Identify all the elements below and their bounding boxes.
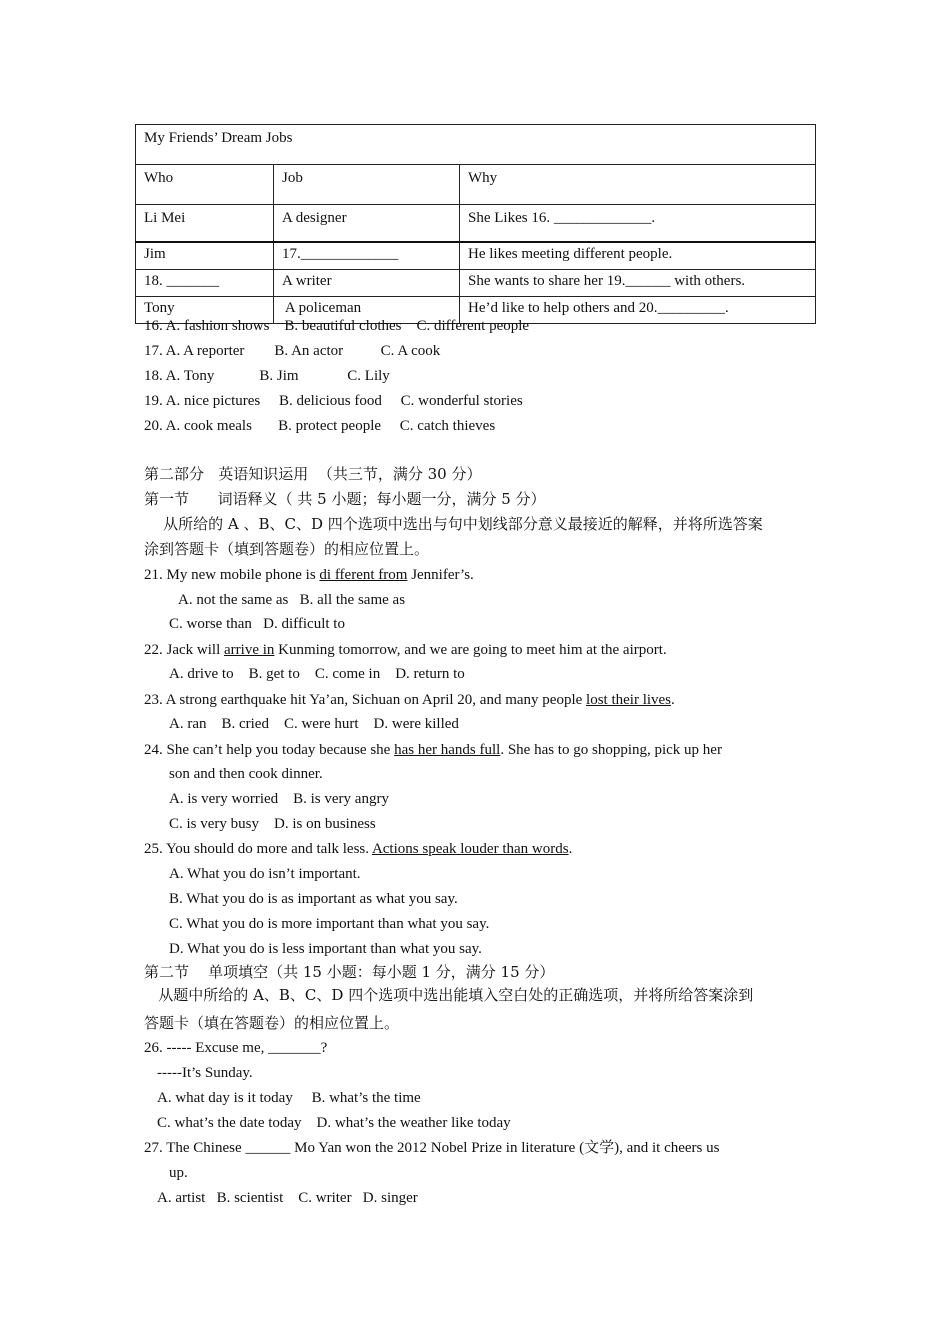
section1-title: 第一节 词语释义（ 共 5 小题；每小题一分，满分 5 分） (144, 490, 546, 508)
table-cell: A designer (274, 205, 460, 243)
underlined-phrase: di fferent from (319, 567, 408, 583)
table-row (136, 205, 816, 243)
header-why: Why (460, 165, 816, 205)
underlined-phrase: Actions speak louder than words (371, 841, 569, 857)
options-18: 18. A. Tony B. Jim C. Lily (144, 368, 390, 384)
underlined-phrase: lost their lives (586, 692, 672, 708)
q25-option-b: B. What you do is as important as what you say. (169, 891, 458, 907)
q25-option-d: D. What you do is less important than what you say. (169, 941, 482, 957)
q22-options: A. drive to B. get to C. come in D. return to (169, 666, 465, 682)
q25-option-a: A. What you do isn’t important. (169, 866, 361, 882)
table-title-row (136, 125, 816, 165)
header-who: Who (136, 165, 274, 205)
table-cell: She wants to share her 19.______ with others. (460, 270, 816, 297)
table-row (136, 270, 816, 297)
question-22: 22. Jack will arrive in Kunming tomorrow, and we are going to meet him at the airport. (144, 642, 667, 658)
table-cell: 18. _______ (136, 270, 274, 297)
question-26: 26. ----- Excuse me, _______? (144, 1040, 328, 1056)
q24-options-ab: A. is very worried B. is very angry (169, 791, 389, 807)
q23-options: A. ran B. cried C. were hurt D. were killed (169, 716, 459, 732)
q21-options-ab: A. not the same as B. all the same as (178, 592, 406, 608)
dream-jobs-table (135, 124, 816, 324)
table-title: My Friends’ Dream Jobs (136, 125, 816, 165)
section2-instructions-cont: 答题卡（填在答题卷）的相应位置上。 (144, 1014, 400, 1032)
table-cell: Jim (136, 242, 274, 270)
question-21: 21. My new mobile phone is di fferent from Jennifer’s. (144, 567, 474, 583)
table-row (136, 242, 816, 270)
question-27: 27. The Chinese ______ Mo Yan won the 2012 Nobel Prize in literature (文学), and it cheers us (144, 1140, 720, 1156)
options-16: 16. A. fashion shows B. beautiful clothes C. different people (144, 318, 530, 334)
table-cell: A writer (274, 270, 460, 297)
q25-option-c: C. What you do is more important than what you say. (169, 916, 490, 932)
question-27-cont: up. (169, 1165, 188, 1181)
question-24-cont: son and then cook dinner. (169, 766, 323, 782)
options-17: 17. A. A reporter B. An actor C. A cook (144, 343, 441, 359)
q26-options-cd: C. what’s the date today D. what’s the weather like today (157, 1115, 511, 1131)
section1-instructions: 从所给的 A 、B、C、D 四个选项中选出与句中划线部分意义最接近的解释，并将所选答案 (144, 515, 763, 533)
question-23: 23. A strong earthquake hit Ya’an, Sichuan on April 20, and many people lost their lives. (144, 692, 675, 708)
section2-title: 第二节 单项填空（共 15 小题：每小题 1 分，满分 15 分） (144, 963, 555, 981)
table-cell: Tony (136, 297, 274, 324)
q27-options: A. artist B. scientist C. writer D. singer (157, 1190, 418, 1206)
options-19: 19. A. nice pictures B. delicious food C. wonderful stories (144, 393, 523, 409)
q21-options-cd: C. worse than D. difficult to (169, 616, 345, 632)
q26-options-ab: A. what day is it today B. what’s the time (157, 1090, 421, 1106)
section1-instructions-cont: 涂到答题卡（填到答题卷）的相应位置上。 (144, 540, 430, 558)
table-cell: 17._____________ (274, 242, 460, 270)
part2-title: 第二部分 英语知识运用 （共三节，满分 30 分） (144, 465, 482, 483)
question-25: 25. You should do more and talk less. Actions speak louder than words. (144, 841, 573, 857)
question-26-reply: -----It’s Sunday. (157, 1065, 253, 1081)
table-header-row (136, 165, 816, 205)
table-cell: He’d like to help others and 20._________. (460, 297, 816, 324)
underlined-phrase: has her hands full (394, 742, 501, 758)
section2-instructions: 从题中所给的 A、B、C、D 四个选项中选出能填入空白处的正确选项，并将所给答案涂到 (144, 986, 754, 1004)
table-cell: He likes meeting different people. (460, 242, 816, 270)
options-20: 20. A. cook meals B. protect people C. catch thieves (144, 418, 496, 434)
header-job: Job (274, 165, 460, 205)
q24-options-cd: C. is very busy D. is on business (169, 816, 376, 832)
underlined-phrase: arrive in (224, 642, 275, 658)
table-cell: Li Mei (136, 205, 274, 243)
question-24: 24. She can’t help you today because she has her hands full. She has to go shopping, pick up her (144, 742, 722, 758)
table-cell: A policeman (274, 297, 460, 324)
table-cell: She Likes 16. _____________. (460, 205, 816, 243)
